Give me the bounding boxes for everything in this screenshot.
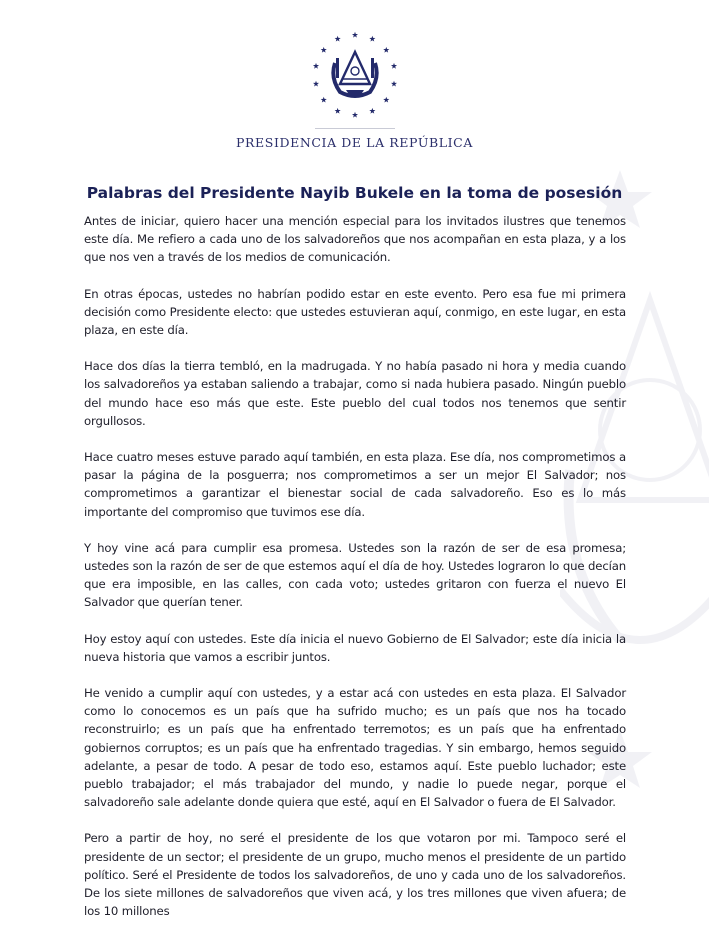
document-body [84, 212, 626, 939]
paragraph: He venido a cumplir aquí con ustedes, y a estar acá con ustedes en esta plaza. El Salvador como lo conocemos es un país que ha sufrido mucho; es un país que nos ha tocado reconstruirlo; es un país que ha enfrentado terremotos; es un país que ha enfrentado gobiernos corruptos; es un país que ha enfrentado tragedias. Y sin embargo, hemos seguido adelante, a pesar de todo. A pesar de todo eso, estamos aquí. Este pueblo luchador; este pueblo trabajador; el más trabajador del mundo, y nadie lo puede negar, porque el salvadoreño sale adelante donde quiera que esté, aquí en El Salvador o fuera de El Salvador. [84, 686, 626, 810]
header-divider [315, 128, 395, 129]
star-icon [334, 36, 340, 42]
star-icon [351, 32, 357, 38]
star-icon [312, 81, 318, 87]
paragraph: Hace dos días la tierra tembló, en la madrugada. Y no había pasado ni hora y media cuando los salvadoreños ya estaban saliendo a trabajar, como si nada hubiera pasado. Ningún pueblo del mundo hace eso más que este. Este pueblo del cual todos nos tenemos que sentir orgullosos. [84, 359, 626, 428]
star-icon [320, 47, 326, 53]
star-icon [390, 81, 396, 87]
paragraph: En otras épocas, ustedes no habrían podido estar en este evento. Pero esa fue mi primera decisión como Presidente electo: que ustedes estuvieran aquí, conmigo, en este lugar, en esta plaza, en este día. [84, 286, 626, 338]
paragraph: Antes de iniciar, quiero hacer una mención especial para los invitados ilustres que tenemos este día. Me refiero a cada uno de los salvadoreños que nos acompañan en esta plaza, y a los que nos ven a través de los medios de comunicación. [84, 214, 626, 265]
star-icon [334, 108, 340, 114]
star-icon [369, 36, 375, 42]
star-icon [369, 108, 375, 114]
paragraph: Hoy estoy aquí con ustedes. Este día inicia el nuevo Gobierno de El Salvador; este día inicia la nueva historia que vamos a escribir juntos. [84, 631, 626, 664]
document-title: Palabras del Presidente Nayib Bukele en la toma de posesión [86, 184, 623, 203]
star-icon [383, 97, 389, 103]
paragraph: Hace cuatro meses estuve parado aquí también, en esta plaza. Ese día, nos comprometimos a pasar la página de la posguerra; nos comprometimos a ser un mejor El Salvador; nos comprometimos a garantizar el bienestar social de cada salvadoreño. Eso es lo más importante del compromiso que tuvimos ese día. [84, 450, 626, 519]
star-icon [351, 112, 357, 118]
star-icon [312, 63, 318, 69]
page-header [0, 30, 709, 150]
org-name: PRESIDENCIA DE LA REPÚBLICA [236, 135, 473, 150]
paragraph: Pero a partir de hoy, no seré el presidente de los que votaron por mi. Tampoco seré el presidente de un sector; el presidente de un grupo, mucho menos el presidente de un partido político. Seré el Presidente de todos los salvadoreños, de uno y cada uno de los salvadoreños. De los siete millones de salvadoreños que viven acá, y los tres millones que viven afuera; de los 10 millones [84, 831, 626, 919]
star-icon [383, 47, 389, 53]
star-icon [390, 63, 396, 69]
paragraph: Y hoy vine acá para cumplir esa promesa. Ustedes son la razón de ser de esa promesa; ustedes son la razón de ser de que estemos aquí el día de hoy. Ustedes lograron lo que decían que era imposible, en las calles, con cada voto; ustedes gritaron con fuerza el nuevo El Salvador que querían tener. [84, 540, 626, 610]
el-salvador-coat-of-arms-icon [310, 30, 400, 120]
star-icon [320, 97, 326, 103]
